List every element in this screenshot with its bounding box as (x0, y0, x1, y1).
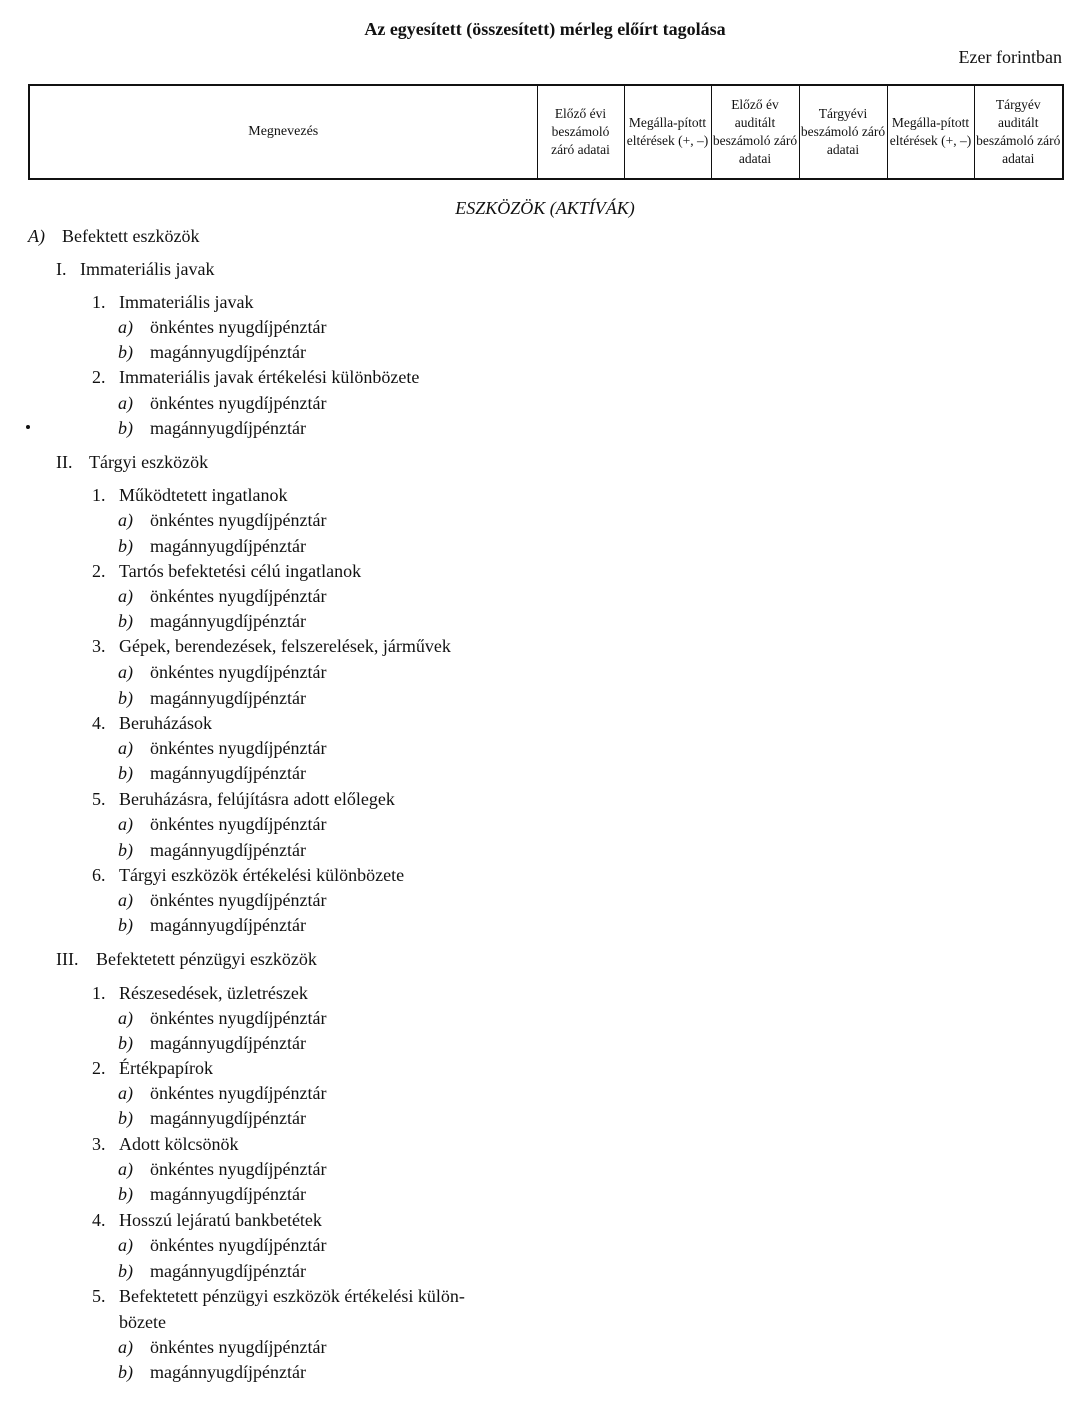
line-item-number: b) (118, 840, 133, 860)
line-item-text: önkéntes nyugdíjpénztár (150, 586, 327, 606)
line-item-text: Adott kölcsönök (119, 1134, 239, 1154)
line-item-number: a) (118, 1235, 133, 1255)
line-item-text: Befektett eszközök (62, 226, 200, 246)
line-item-text: bözete (119, 1312, 166, 1332)
line-item-text: magánnyugdíjpénztár (150, 1108, 306, 1128)
line-item-number: 4. (92, 713, 106, 733)
line-item-text: magánnyugdíjpénztár (150, 840, 306, 860)
line-item-number: a) (118, 890, 133, 910)
line-item-text: önkéntes nyugdíjpénztár (150, 317, 327, 337)
line-item-number: 5. (92, 1286, 106, 1306)
line-item-text: Befektetett pénzügyi eszközök értékelési külön- (119, 1286, 465, 1306)
line-item-text: önkéntes nyugdíjpénztár (150, 1159, 327, 1179)
line-item-number: III. (56, 949, 79, 969)
line-item-number: 1. (92, 292, 106, 312)
line-item-number: 5. (92, 789, 106, 809)
line-item-number: 3. (92, 636, 106, 656)
line-item-text: önkéntes nyugdíjpénztár (150, 890, 327, 910)
header-col-current-audited: Tárgyév auditált beszámoló záró adatai (974, 85, 1063, 179)
line-item-number: a) (118, 393, 133, 413)
line-item-text: Gépek, berendezések, felszerelések, járművek (119, 636, 451, 656)
line-item-text: önkéntes nyugdíjpénztár (150, 1337, 327, 1357)
line-item-number: b) (118, 1362, 133, 1382)
line-item-number: a) (118, 1337, 133, 1357)
line-item-text: magánnyugdíjpénztár (150, 1033, 306, 1053)
line-item-text: Immateriális javak (80, 259, 215, 279)
line-item-number: a) (118, 1083, 133, 1103)
line-item-text: magánnyugdíjpénztár (150, 418, 306, 438)
line-item-text: önkéntes nyugdíjpénztár (150, 1083, 327, 1103)
line-item-text: Tartós befektetési célú ingatlanok (119, 561, 362, 581)
line-item-text: önkéntes nyugdíjpénztár (150, 1235, 327, 1255)
line-item-text: Befektetett pénzügyi eszközök (96, 949, 317, 969)
line-item-text: magánnyugdíjpénztár (150, 536, 306, 556)
unit-label: Ezer forintban (958, 47, 1062, 67)
line-item-text: magánnyugdíjpénztár (150, 1184, 306, 1204)
line-item-number: b) (118, 342, 133, 362)
line-item-number: a) (118, 317, 133, 337)
line-item-number: a) (118, 510, 133, 530)
line-item-number: b) (118, 915, 133, 935)
line-item-text: magánnyugdíjpénztár (150, 1261, 306, 1281)
header-col-megnevezes: Megnevezés (248, 124, 319, 139)
line-item-number: 1. (92, 983, 106, 1003)
line-item-number: 6. (92, 865, 106, 885)
line-item-number: a) (118, 814, 133, 834)
line-item-number: I. (56, 259, 67, 279)
line-item-number: 1. (92, 485, 106, 505)
line-item-number: b) (118, 763, 133, 783)
line-item-text: Beruházásra, felújításra adott előlegek (119, 789, 395, 809)
line-item-text: önkéntes nyugdíjpénztár (150, 738, 327, 758)
line-item-number: b) (118, 611, 133, 631)
line-item-text: Hosszú lejáratú bankbetétek (119, 1210, 322, 1230)
header-col-prev-diff: Megálla-pított eltérések (+, –) (624, 85, 711, 179)
line-item-text: önkéntes nyugdíjpénztár (150, 393, 327, 413)
header-col-current-diff: Megálla-pított eltérések (+, –) (887, 85, 974, 179)
line-item-number: II. (56, 452, 73, 472)
line-item-text: Immateriális javak értékelési különbözete (119, 367, 420, 387)
section-title: ESZKÖZÖK (AKTÍVÁK) (455, 198, 635, 218)
line-item-number: 2. (92, 561, 106, 581)
line-item-text: Tárgyi eszközök értékelési különbözete (119, 865, 405, 885)
line-item-number: 2. (92, 1058, 106, 1078)
line-item-text: önkéntes nyugdíjpénztár (150, 1008, 327, 1028)
line-item-number: 3. (92, 1134, 106, 1154)
line-item-text: magánnyugdíjpénztár (150, 915, 306, 935)
header-col-prev-audited: Előző év auditált beszámoló záró adatai (711, 85, 799, 179)
header-table (28, 84, 1064, 180)
line-item-text: Működtetett ingatlanok (119, 485, 288, 505)
line-item-number: 2. (92, 367, 106, 387)
line-item-number: b) (118, 1184, 133, 1204)
line-item-text: önkéntes nyugdíjpénztár (150, 662, 327, 682)
line-item-number: a) (118, 586, 133, 606)
line-item-number: a) (118, 662, 133, 682)
line-item-number: a) (118, 1008, 133, 1028)
line-item-number: a) (118, 738, 133, 758)
line-item-text: önkéntes nyugdíjpénztár (150, 814, 327, 834)
line-item-text: magánnyugdíjpénztár (150, 611, 306, 631)
line-item-text: magánnyugdíjpénztár (150, 1362, 306, 1382)
header-col-prev-year: Előző évi beszámoló záró adatai (537, 85, 624, 179)
line-item-number: a) (118, 1159, 133, 1179)
line-item-text: magánnyugdíjpénztár (150, 763, 306, 783)
header-col-current-year: Tárgyévi beszámoló záró adatai (799, 85, 887, 179)
line-item-text: Értékpapírok (119, 1058, 213, 1078)
line-item-text: magánnyugdíjpénztár (150, 342, 306, 362)
line-item-number: b) (118, 688, 133, 708)
line-item-text: Részesedések, üzletrészek (119, 983, 308, 1003)
line-item-text: magánnyugdíjpénztár (150, 688, 306, 708)
line-item-number: A) (28, 226, 45, 246)
line-item-text: Immateriális javak (119, 292, 254, 312)
line-item-text: Beruházások (119, 713, 212, 733)
scan-mark (26, 425, 30, 429)
line-item-number: 4. (92, 1210, 106, 1230)
line-item-number: b) (118, 536, 133, 556)
line-item-text: önkéntes nyugdíjpénztár (150, 510, 327, 530)
line-item-number: b) (118, 1108, 133, 1128)
line-item-number: b) (118, 418, 133, 438)
line-item-number: b) (118, 1033, 133, 1053)
document-title: Az egyesített (összesített) mérleg előírt tagolása (364, 19, 726, 39)
line-item-number: b) (118, 1261, 133, 1281)
line-item-text: Tárgyi eszközök (89, 452, 209, 472)
